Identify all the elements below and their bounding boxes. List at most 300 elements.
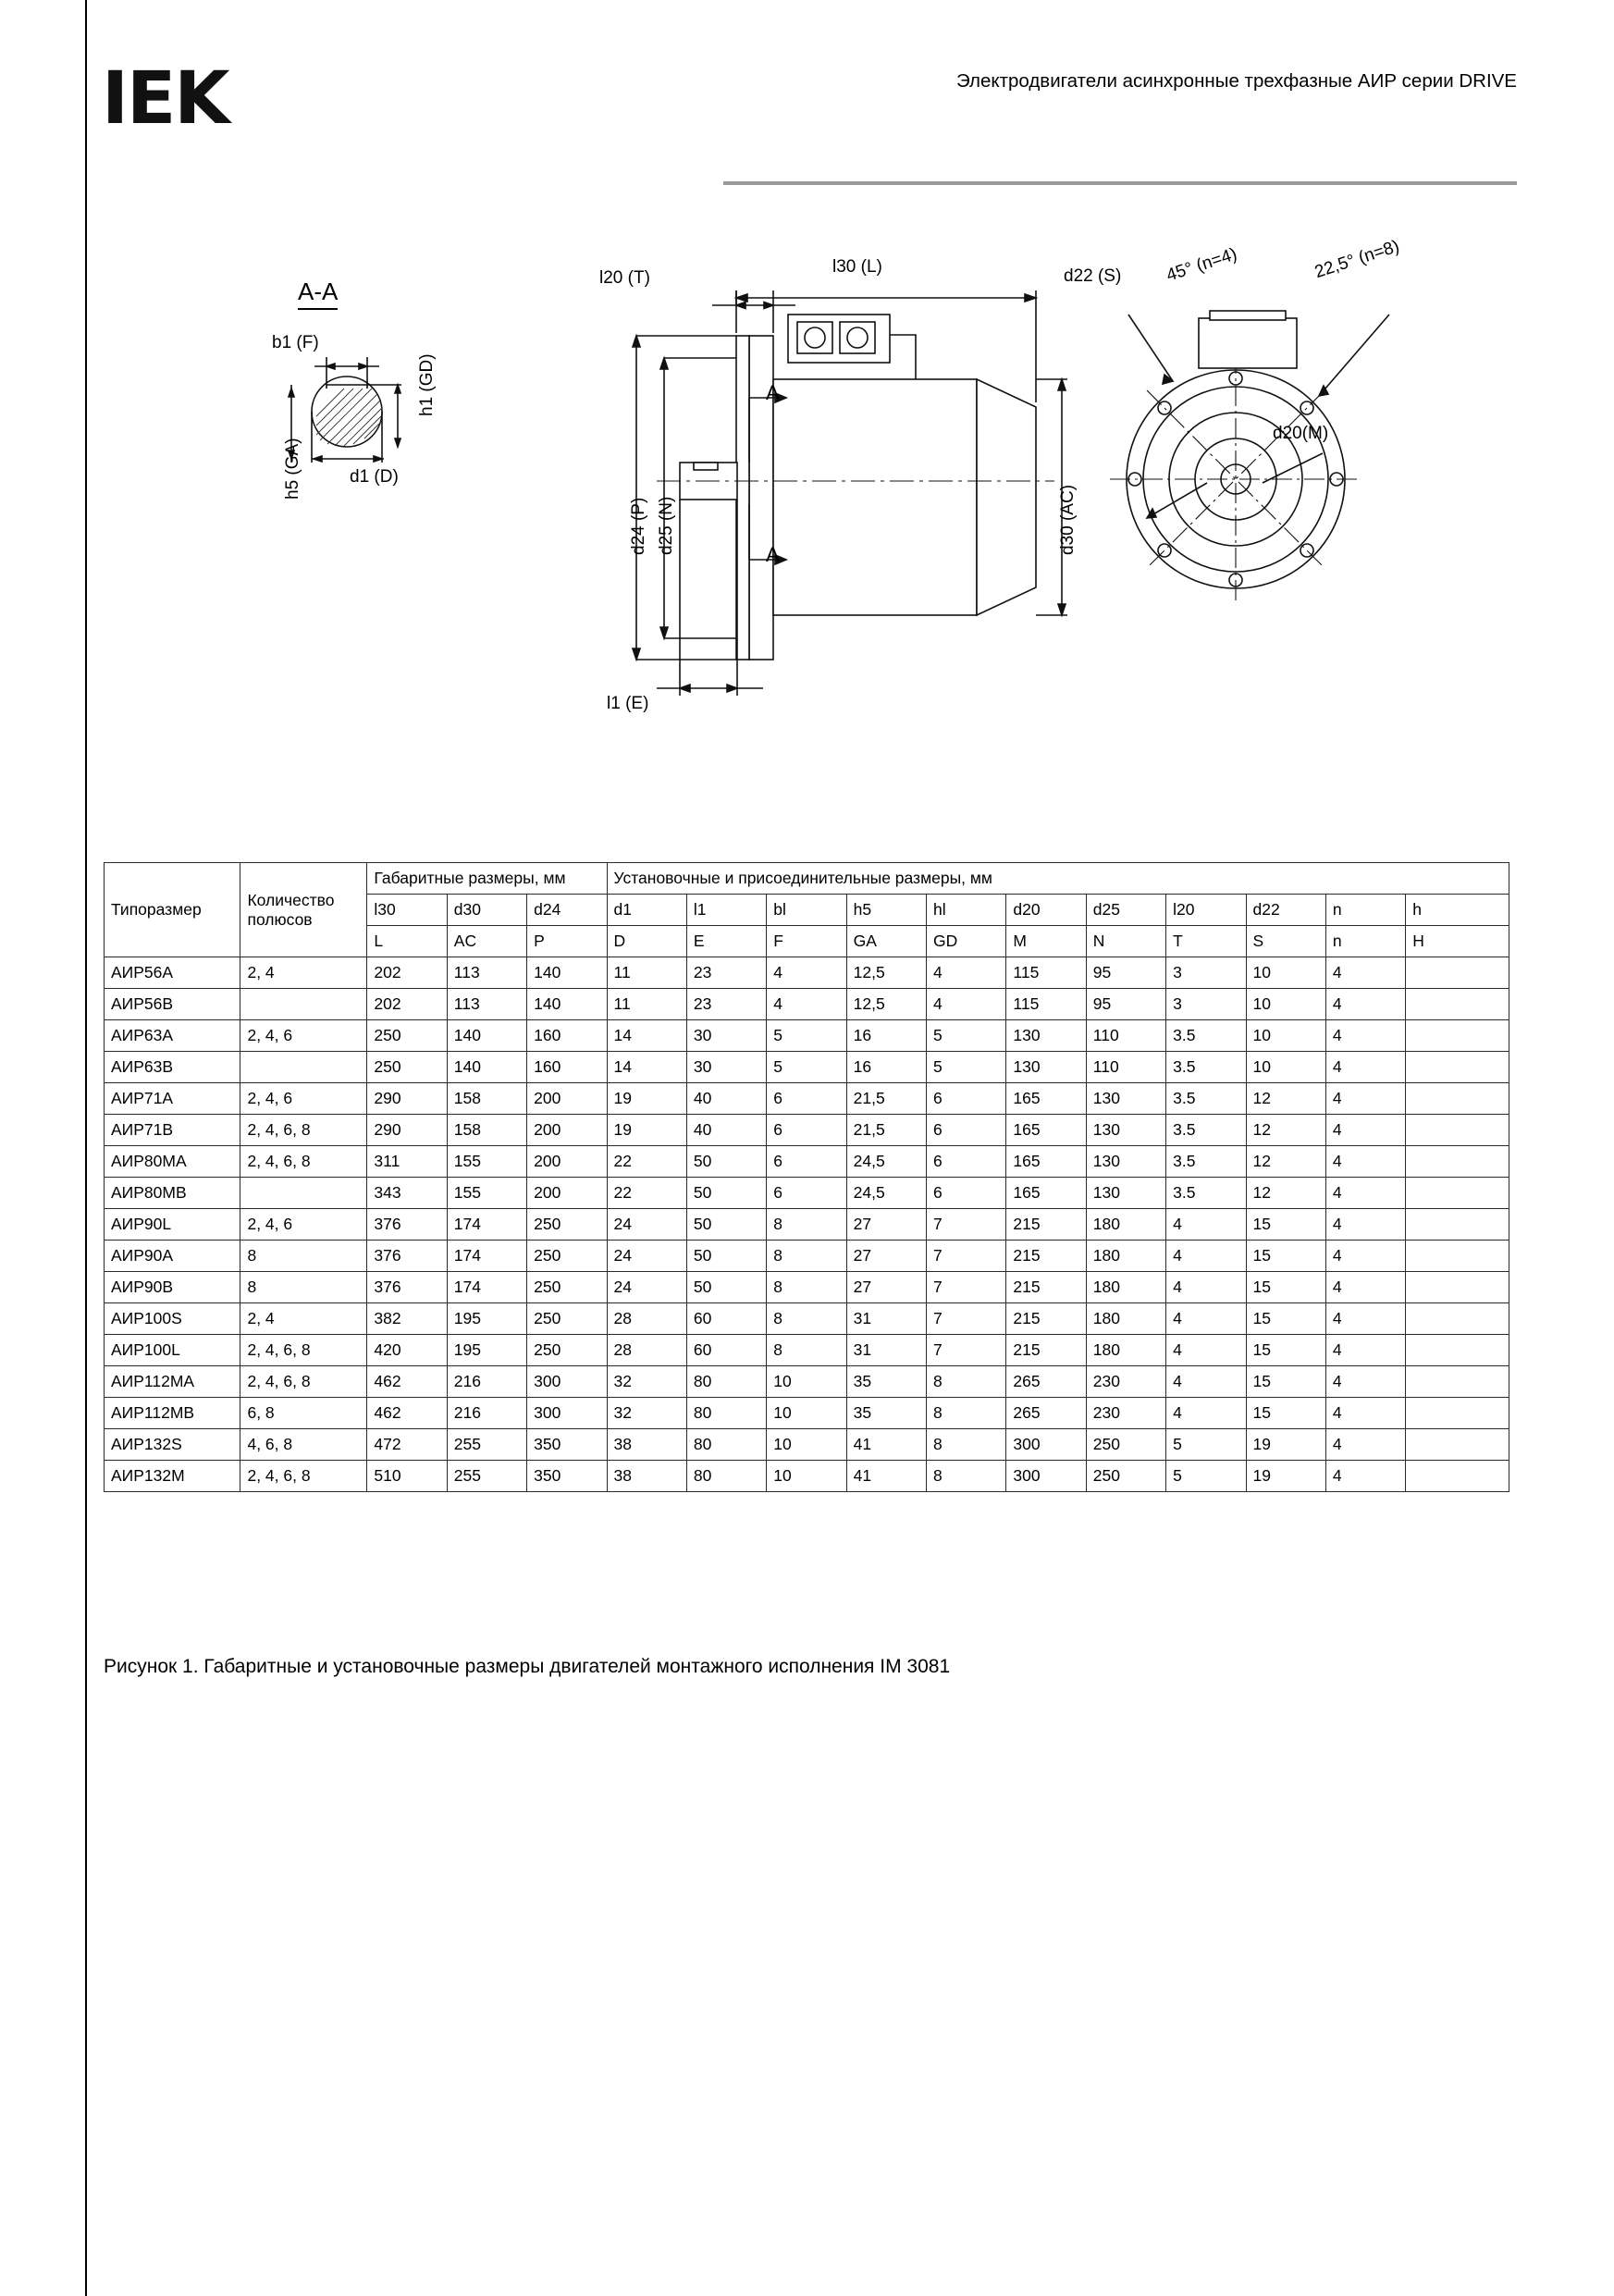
cell-value: 110 — [1086, 1052, 1165, 1083]
cell-value: 250 — [527, 1241, 607, 1272]
section-label-aa: A-A — [298, 278, 338, 310]
cell-value: 24 — [607, 1272, 686, 1303]
cell-value: 180 — [1086, 1335, 1165, 1366]
cell-value: 8 — [767, 1209, 846, 1241]
cell-value: 12 — [1246, 1083, 1325, 1115]
cell-value: 38 — [607, 1429, 686, 1461]
cell-value: 215 — [1006, 1209, 1086, 1241]
cell-type: АИР112МВ — [105, 1398, 240, 1429]
code-d1: d1 — [607, 895, 686, 926]
table-row — [105, 1178, 1509, 1209]
cell-type: АИР100L — [105, 1335, 240, 1366]
cell-value: 290 — [367, 1083, 447, 1115]
cell-value: 4 — [1325, 1272, 1405, 1303]
cell-value — [1406, 1083, 1509, 1115]
cell-value: 140 — [527, 957, 607, 989]
cell-value: 12 — [1246, 1178, 1325, 1209]
code-hl: hl — [927, 895, 1006, 926]
cell-value: 24 — [607, 1209, 686, 1241]
cell-value: 215 — [1006, 1272, 1086, 1303]
cell-value: 8 — [767, 1335, 846, 1366]
cell-type: АИР80МА — [105, 1146, 240, 1178]
cell-value: 165 — [1006, 1083, 1086, 1115]
cell-value: 158 — [447, 1115, 526, 1146]
letter-T: T — [1166, 926, 1246, 957]
table-row — [105, 1052, 1509, 1083]
cell-value — [1406, 1209, 1509, 1241]
cell-value: 165 — [1006, 1115, 1086, 1146]
code-l1: l1 — [686, 895, 766, 926]
letter-D: D — [607, 926, 686, 957]
cell-value: 10 — [767, 1398, 846, 1429]
letter-GD: GD — [927, 926, 1006, 957]
label-h1: h1 (GD) — [417, 353, 437, 416]
cell-value: 250 — [527, 1209, 607, 1241]
cell-value: 6 — [927, 1083, 1006, 1115]
cell-poles: 2, 4, 6, 8 — [240, 1461, 367, 1492]
cell-value: 472 — [367, 1429, 447, 1461]
cell-value: 38 — [607, 1461, 686, 1492]
cell-value: 28 — [607, 1335, 686, 1366]
label-l1: l1 (E) — [607, 694, 649, 713]
letter-P: P — [527, 926, 607, 957]
cell-poles: 2, 4, 6, 8 — [240, 1115, 367, 1146]
cell-value: 15 — [1246, 1335, 1325, 1366]
section-mark-a-bottom: A — [766, 543, 780, 566]
letter-F: F — [767, 926, 846, 957]
cell-value: 5 — [1166, 1461, 1246, 1492]
cell-value: 250 — [367, 1052, 447, 1083]
cell-value: 8 — [927, 1429, 1006, 1461]
cell-value: 311 — [367, 1146, 447, 1178]
cell-value: 10 — [1246, 989, 1325, 1020]
table-row — [105, 1303, 1509, 1335]
cell-value: 7 — [927, 1335, 1006, 1366]
label-l30: l30 (L) — [832, 257, 882, 277]
letter-M: M — [1006, 926, 1086, 957]
cell-value: 130 — [1006, 1020, 1086, 1052]
cell-value: 110 — [1086, 1020, 1165, 1052]
label-d25: d25 (N) — [657, 496, 676, 555]
cell-value: 7 — [927, 1303, 1006, 1335]
cell-value: 180 — [1086, 1272, 1165, 1303]
table-row — [105, 957, 1509, 989]
cell-value: 10 — [1246, 1020, 1325, 1052]
cell-value: 300 — [1006, 1461, 1086, 1492]
cell-value: 376 — [367, 1241, 447, 1272]
cell-value: 115 — [1006, 957, 1086, 989]
cell-value: 40 — [686, 1083, 766, 1115]
cell-value: 19 — [1246, 1429, 1325, 1461]
cell-value: 16 — [846, 1020, 926, 1052]
cell-value: 230 — [1086, 1366, 1165, 1398]
cell-value: 35 — [846, 1398, 926, 1429]
cell-value: 200 — [527, 1146, 607, 1178]
cell-poles — [240, 989, 367, 1020]
label-l20: l20 (T) — [599, 268, 650, 288]
cell-value: 250 — [1086, 1429, 1165, 1461]
cell-value: 32 — [607, 1398, 686, 1429]
cell-value — [1406, 1272, 1509, 1303]
cell-type: АИР90L — [105, 1209, 240, 1241]
label-d1: d1 (D) — [350, 467, 399, 487]
cell-poles: 2, 4, 6, 8 — [240, 1146, 367, 1178]
cell-poles: 2, 4, 6 — [240, 1083, 367, 1115]
cell-value: 343 — [367, 1178, 447, 1209]
cell-value: 4 — [1166, 1272, 1246, 1303]
letter-AC: AC — [447, 926, 526, 957]
cell-value: 195 — [447, 1335, 526, 1366]
cell-value: 174 — [447, 1209, 526, 1241]
cell-value: 4 — [1325, 1241, 1405, 1272]
dimensions-table-wrap — [104, 862, 1509, 1492]
cell-type: АИР112МА — [105, 1366, 240, 1398]
cell-value: 4 — [1325, 1083, 1405, 1115]
cell-value: 216 — [447, 1366, 526, 1398]
cell-value: 21,5 — [846, 1115, 926, 1146]
cell-value — [1406, 1146, 1509, 1178]
cell-value: 4 — [767, 989, 846, 1020]
cell-value: 10 — [1246, 1052, 1325, 1083]
cell-value: 6 — [767, 1146, 846, 1178]
cell-value: 4 — [1325, 1209, 1405, 1241]
dimensions-table — [104, 862, 1509, 1492]
header-mounting-dims: Установочные и присоединительные размеры, мм — [607, 863, 1509, 895]
cell-value: 140 — [447, 1052, 526, 1083]
cell-value: 160 — [527, 1052, 607, 1083]
cell-poles: 6, 8 — [240, 1398, 367, 1429]
cell-value: 3.5 — [1166, 1115, 1246, 1146]
dimensions-table-body — [105, 957, 1509, 1492]
cell-value: 265 — [1006, 1398, 1086, 1429]
cell-value: 160 — [527, 1020, 607, 1052]
code-n: n — [1325, 895, 1405, 926]
cell-value: 300 — [527, 1366, 607, 1398]
cell-value: 6 — [927, 1178, 1006, 1209]
table-row — [105, 989, 1509, 1020]
code-h5: h5 — [846, 895, 926, 926]
cell-value: 290 — [367, 1115, 447, 1146]
table-row — [105, 1429, 1509, 1461]
table-row — [105, 1146, 1509, 1178]
cell-value: 4 — [1325, 989, 1405, 1020]
cell-value: 215 — [1006, 1303, 1086, 1335]
cell-type: АИР100S — [105, 1303, 240, 1335]
header-typoразмер: Типоразмер — [105, 863, 240, 957]
cell-value: 31 — [846, 1335, 926, 1366]
logo-text: IEK — [102, 57, 228, 141]
cell-type: АИР63В — [105, 1052, 240, 1083]
cell-value: 7 — [927, 1241, 1006, 1272]
cell-value: 230 — [1086, 1398, 1165, 1429]
letter-L: L — [367, 926, 447, 957]
cell-value: 4 — [1325, 1146, 1405, 1178]
cell-value: 27 — [846, 1272, 926, 1303]
cell-value: 4 — [767, 957, 846, 989]
cell-value: 4 — [927, 989, 1006, 1020]
cell-value: 250 — [367, 1020, 447, 1052]
cell-value: 180 — [1086, 1209, 1165, 1241]
cell-value: 462 — [367, 1366, 447, 1398]
cell-value: 155 — [447, 1178, 526, 1209]
cell-poles — [240, 1178, 367, 1209]
cell-value: 4 — [927, 957, 1006, 989]
label-b1: b1 (F) — [272, 333, 319, 352]
cell-value: 130 — [1086, 1146, 1165, 1178]
table-row — [105, 1083, 1509, 1115]
cell-value: 22 — [607, 1146, 686, 1178]
cell-type: АИР71В — [105, 1115, 240, 1146]
cell-value: 24,5 — [846, 1146, 926, 1178]
cell-poles: 8 — [240, 1272, 367, 1303]
cell-value: 22 — [607, 1178, 686, 1209]
cell-value: 3.5 — [1166, 1083, 1246, 1115]
cell-value: 11 — [607, 957, 686, 989]
code-bl: bl — [767, 895, 846, 926]
cell-value: 15 — [1246, 1209, 1325, 1241]
cell-value: 202 — [367, 957, 447, 989]
cell-value: 35 — [846, 1366, 926, 1398]
cell-value: 80 — [686, 1398, 766, 1429]
cell-value: 216 — [447, 1398, 526, 1429]
cell-value: 4 — [1325, 1178, 1405, 1209]
cell-value — [1406, 1178, 1509, 1209]
code-h: h — [1406, 895, 1509, 926]
cell-value: 8 — [927, 1398, 1006, 1429]
cell-value: 462 — [367, 1398, 447, 1429]
cell-type: АИР56В — [105, 989, 240, 1020]
cell-value: 130 — [1006, 1052, 1086, 1083]
cell-value: 5 — [767, 1020, 846, 1052]
cell-value: 12 — [1246, 1115, 1325, 1146]
table-row — [105, 1209, 1509, 1241]
cell-value — [1406, 989, 1509, 1020]
cell-value: 4 — [1166, 1209, 1246, 1241]
cell-value: 30 — [686, 1020, 766, 1052]
code-d24: d24 — [527, 895, 607, 926]
cell-value: 95 — [1086, 989, 1165, 1020]
section-mark-a-top: A — [766, 381, 780, 404]
cell-value: 24,5 — [846, 1178, 926, 1209]
cell-value: 11 — [607, 989, 686, 1020]
cell-value: 4 — [1325, 1052, 1405, 1083]
cell-value: 113 — [447, 957, 526, 989]
cell-value: 6 — [927, 1146, 1006, 1178]
cell-value: 130 — [1086, 1115, 1165, 1146]
cell-value: 12 — [1246, 1146, 1325, 1178]
cell-value: 250 — [527, 1303, 607, 1335]
cell-value: 3.5 — [1166, 1178, 1246, 1209]
header-divider — [723, 181, 1517, 185]
cell-value: 5 — [767, 1052, 846, 1083]
cell-value: 8 — [767, 1272, 846, 1303]
cell-value: 8 — [927, 1461, 1006, 1492]
table-row — [105, 1366, 1509, 1398]
cell-value: 60 — [686, 1335, 766, 1366]
cell-value: 27 — [846, 1241, 926, 1272]
code-l30: l30 — [367, 895, 447, 926]
cell-value: 510 — [367, 1461, 447, 1492]
header-title: Электродвигатели асинхронные трехфазные АИР серии DRIVE — [955, 70, 1517, 92]
cell-value: 180 — [1086, 1303, 1165, 1335]
cell-value: 250 — [527, 1272, 607, 1303]
cell-value: 10 — [1246, 957, 1325, 989]
cell-value: 200 — [527, 1178, 607, 1209]
table-row — [105, 1115, 1509, 1146]
cell-value: 3.5 — [1166, 1146, 1246, 1178]
cell-value: 7 — [927, 1209, 1006, 1241]
table-row — [105, 1241, 1509, 1272]
cell-value: 15 — [1246, 1398, 1325, 1429]
letter-E: E — [686, 926, 766, 957]
cell-value: 6 — [767, 1178, 846, 1209]
cell-value: 255 — [447, 1461, 526, 1492]
cell-value: 6 — [927, 1115, 1006, 1146]
cell-value: 27 — [846, 1209, 926, 1241]
cell-value: 215 — [1006, 1335, 1086, 1366]
cell-value: 4 — [1166, 1366, 1246, 1398]
table-row — [105, 1020, 1509, 1052]
cell-value: 4 — [1325, 1429, 1405, 1461]
cell-poles: 2, 4, 6, 8 — [240, 1366, 367, 1398]
cell-value — [1406, 1241, 1509, 1272]
cell-value: 113 — [447, 989, 526, 1020]
label-angle-225: 22,5° (n=8) — [1312, 236, 1402, 283]
cell-value: 376 — [367, 1272, 447, 1303]
cell-value: 158 — [447, 1083, 526, 1115]
technical-drawing — [102, 236, 1517, 759]
cell-value: 6 — [767, 1083, 846, 1115]
cell-value: 12,5 — [846, 989, 926, 1020]
cell-value: 3 — [1166, 957, 1246, 989]
cell-value: 4 — [1325, 1398, 1405, 1429]
code-l20: l20 — [1166, 895, 1246, 926]
cell-value: 7 — [927, 1272, 1006, 1303]
cell-value: 41 — [846, 1429, 926, 1461]
cell-value: 300 — [527, 1398, 607, 1429]
cell-value: 50 — [686, 1146, 766, 1178]
cell-type: АИР56А — [105, 957, 240, 989]
letter-S: S — [1246, 926, 1325, 957]
cell-poles: 4, 6, 8 — [240, 1429, 367, 1461]
cell-value: 4 — [1166, 1335, 1246, 1366]
cell-value: 4 — [1166, 1398, 1246, 1429]
cell-poles: 2, 4, 6 — [240, 1020, 367, 1052]
table-header-row-1 — [105, 863, 1509, 895]
cell-value: 3.5 — [1166, 1052, 1246, 1083]
label-d22: d22 (S) — [1064, 266, 1122, 286]
cell-value: 28 — [607, 1303, 686, 1335]
cell-value: 300 — [1006, 1429, 1086, 1461]
cell-value: 50 — [686, 1272, 766, 1303]
cell-value: 80 — [686, 1461, 766, 1492]
cell-value: 420 — [367, 1335, 447, 1366]
cell-value: 3 — [1166, 989, 1246, 1020]
cell-value: 21,5 — [846, 1083, 926, 1115]
cell-value: 165 — [1006, 1178, 1086, 1209]
cell-value — [1406, 957, 1509, 989]
cell-value: 23 — [686, 989, 766, 1020]
page-header — [102, 44, 1517, 155]
cell-value: 4 — [1166, 1303, 1246, 1335]
iek-logo — [102, 57, 228, 141]
label-d24: d24 (P) — [629, 497, 648, 555]
cell-value: 15 — [1246, 1272, 1325, 1303]
cell-value: 50 — [686, 1241, 766, 1272]
cell-value: 200 — [527, 1115, 607, 1146]
cell-value: 140 — [447, 1020, 526, 1052]
cell-value: 4 — [1325, 1335, 1405, 1366]
cell-value: 60 — [686, 1303, 766, 1335]
cell-type: АИР132М — [105, 1461, 240, 1492]
cell-value: 80 — [686, 1429, 766, 1461]
cell-value: 4 — [1325, 957, 1405, 989]
cell-value: 200 — [527, 1083, 607, 1115]
cell-value: 10 — [767, 1461, 846, 1492]
cell-value: 15 — [1246, 1303, 1325, 1335]
cell-value: 376 — [367, 1209, 447, 1241]
label-h5: h5 (GA) — [283, 438, 302, 500]
cell-value: 8 — [767, 1303, 846, 1335]
cell-value: 130 — [1086, 1083, 1165, 1115]
cell-value: 250 — [1086, 1461, 1165, 1492]
cell-value: 40 — [686, 1115, 766, 1146]
cell-value — [1406, 1429, 1509, 1461]
cell-value — [1406, 1335, 1509, 1366]
letter-n: n — [1325, 926, 1405, 957]
cell-value: 115 — [1006, 989, 1086, 1020]
cell-type: АИР80МВ — [105, 1178, 240, 1209]
cell-value: 4 — [1325, 1461, 1405, 1492]
cell-value: 15 — [1246, 1241, 1325, 1272]
cell-value: 130 — [1086, 1178, 1165, 1209]
cell-poles — [240, 1052, 367, 1083]
table-row — [105, 1461, 1509, 1492]
cell-value — [1406, 1052, 1509, 1083]
label-d20: d20(M) — [1273, 424, 1329, 443]
cell-value — [1406, 1303, 1509, 1335]
cell-value: 5 — [1166, 1429, 1246, 1461]
cell-value: 174 — [447, 1272, 526, 1303]
cell-value: 10 — [767, 1366, 846, 1398]
cell-value: 41 — [846, 1461, 926, 1492]
cell-value: 50 — [686, 1178, 766, 1209]
cell-value: 215 — [1006, 1241, 1086, 1272]
letter-GA: GA — [846, 926, 926, 957]
cell-value: 15 — [1246, 1366, 1325, 1398]
cell-value — [1406, 1115, 1509, 1146]
cell-value — [1406, 1398, 1509, 1429]
cell-value: 95 — [1086, 957, 1165, 989]
cell-value: 4 — [1325, 1366, 1405, 1398]
cell-value: 265 — [1006, 1366, 1086, 1398]
letter-H: H — [1406, 926, 1509, 957]
cell-value: 14 — [607, 1020, 686, 1052]
cell-value: 4 — [1325, 1020, 1405, 1052]
cell-type: АИР132S — [105, 1429, 240, 1461]
cell-value: 19 — [607, 1115, 686, 1146]
cell-value: 350 — [527, 1429, 607, 1461]
cell-value: 250 — [527, 1335, 607, 1366]
cell-value: 8 — [767, 1241, 846, 1272]
figure-caption: Рисунок 1. Габаритные и установочные размеры двигателей монтажного исполнения IM 3081 — [104, 1656, 951, 1677]
code-d25: d25 — [1086, 895, 1165, 926]
cell-value: 140 — [527, 989, 607, 1020]
cell-value: 3.5 — [1166, 1020, 1246, 1052]
cell-value — [1406, 1461, 1509, 1492]
cell-value: 8 — [927, 1366, 1006, 1398]
cell-poles: 2, 4, 6 — [240, 1209, 367, 1241]
